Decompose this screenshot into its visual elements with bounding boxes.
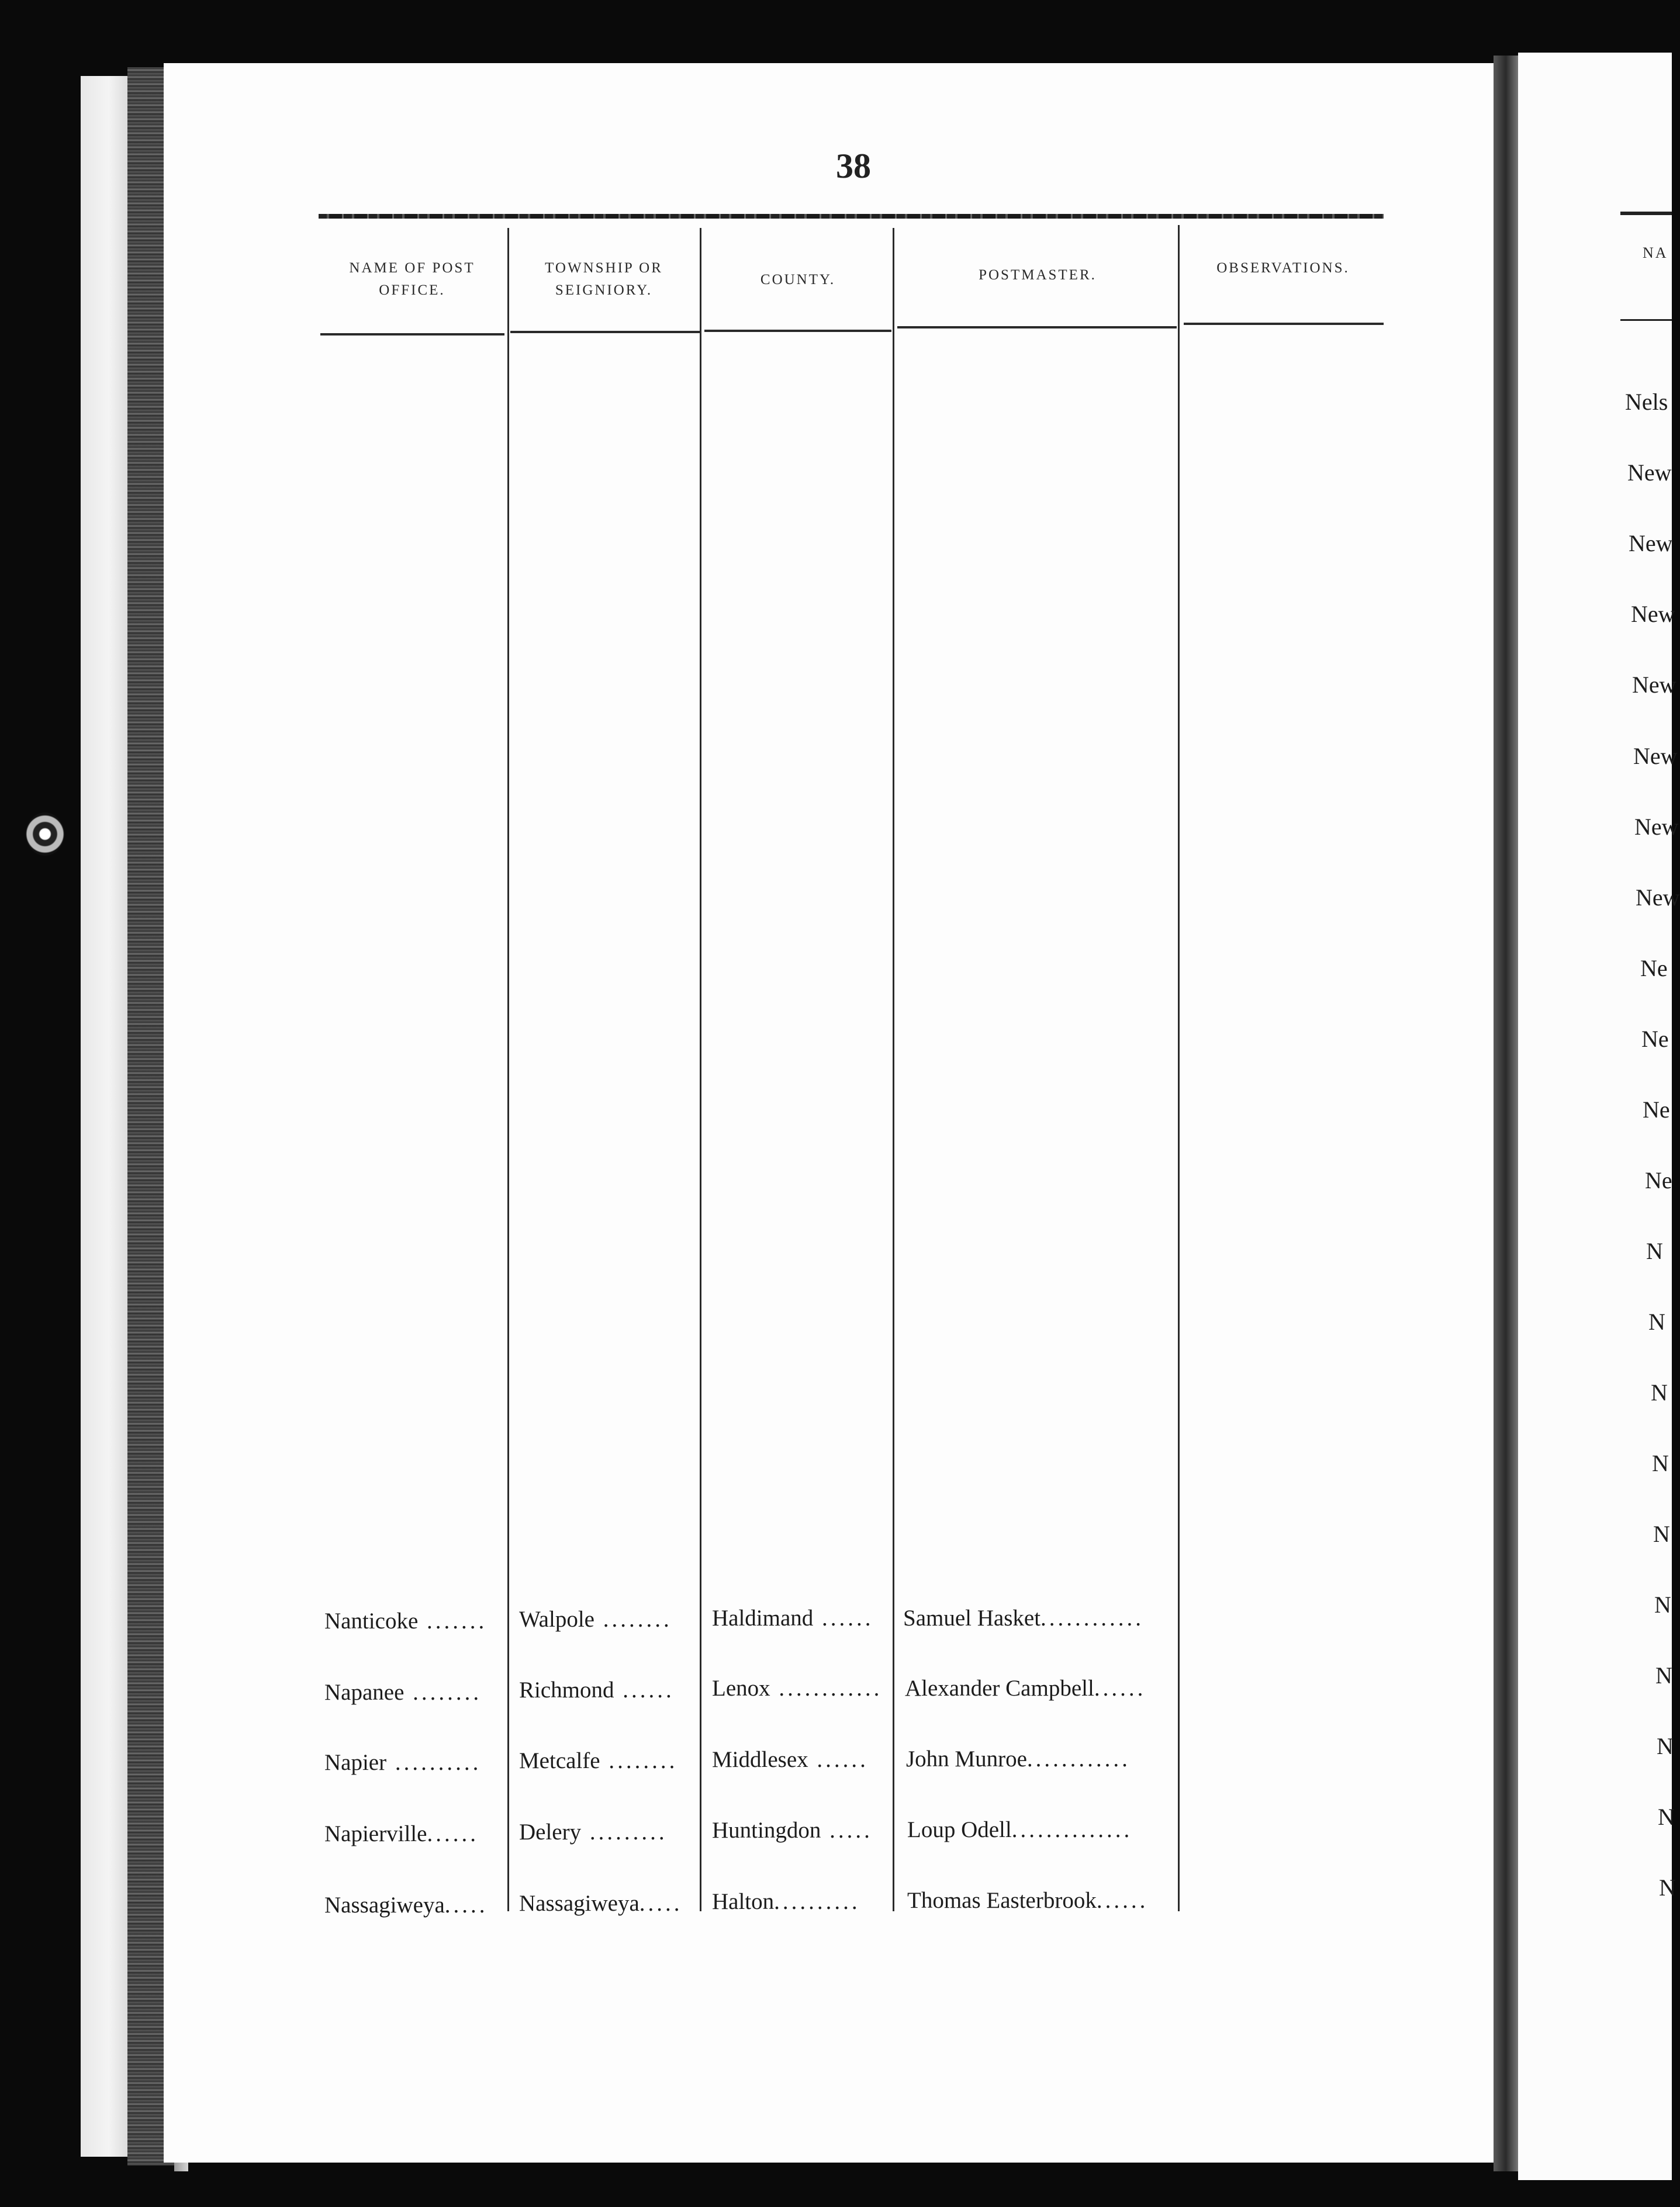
header-township: TOWNSHIP OR SEIGNIORY. xyxy=(545,260,663,298)
header-rule-observations xyxy=(1184,323,1384,325)
cell-county: Halton.......... xyxy=(712,1889,860,1914)
facing-page-entry: N xyxy=(1657,1733,1674,1759)
cell-township: Delery ......... xyxy=(519,1819,668,1845)
facing-page-entry: New xyxy=(1633,743,1678,769)
facing-page-entry: Nels xyxy=(1625,389,1668,415)
scan-artifact-icon xyxy=(26,812,64,856)
facing-page-entry: New xyxy=(1627,459,1672,486)
facing-page-entry: N xyxy=(1646,1238,1663,1264)
cell-county: Middlesex ...... xyxy=(712,1747,869,1772)
cell-county: Haldimand ...... xyxy=(712,1606,874,1631)
facing-page-entry: New xyxy=(1636,884,1680,911)
cell-post-office: Napier .......... xyxy=(324,1750,482,1775)
page-number: 38 xyxy=(836,147,871,185)
facing-page-entry: Ne xyxy=(1641,1026,1669,1052)
cell-postmaster: Thomas Easterbrook...... xyxy=(907,1888,1149,1913)
facing-page-top-rule xyxy=(1620,212,1672,215)
cell-postmaster: Samuel Hasket............ xyxy=(903,1606,1145,1631)
cell-postmaster: Alexander Campbell...... xyxy=(905,1676,1146,1701)
header-rule-post-office xyxy=(320,333,504,335)
facing-page-entry: New xyxy=(1632,672,1676,698)
facing-page-entry: N xyxy=(1655,1662,1672,1689)
top-double-rule xyxy=(319,214,1384,219)
facing-page-entry: N xyxy=(1654,1592,1671,1618)
cell-township: Walpole ........ xyxy=(519,1607,672,1632)
book-edge-left xyxy=(81,76,127,2157)
header-rule-county xyxy=(704,330,891,332)
facing-page-entry: N xyxy=(1652,1450,1669,1476)
cell-post-office: Napierville...... xyxy=(324,1821,479,1846)
facing-page-entry: N xyxy=(1658,1804,1675,1830)
header-observations: OBSERVATIONS. xyxy=(1216,260,1350,276)
column-divider xyxy=(700,228,701,1911)
cell-postmaster: Loup Odell.............. xyxy=(907,1817,1133,1842)
header-rule-postmaster xyxy=(897,326,1177,328)
cell-post-office: Nanticoke ....... xyxy=(324,1608,488,1634)
facing-page-header-rule xyxy=(1620,319,1672,321)
header-county: COUNTY. xyxy=(760,272,836,288)
facing-page-entry: N xyxy=(1651,1379,1668,1406)
facing-page-entry: Ne xyxy=(1645,1167,1672,1194)
cell-postmaster: John Munroe............ xyxy=(906,1746,1131,1772)
facing-page-entry: New xyxy=(1634,814,1679,840)
cell-post-office: Nassagiweya..... xyxy=(324,1893,488,1918)
facing-page-entry: N xyxy=(1648,1309,1665,1335)
facing-page-entry: New xyxy=(1631,601,1675,627)
column-divider xyxy=(507,228,509,1911)
column-divider xyxy=(893,228,894,1911)
cell-township: Richmond ...... xyxy=(519,1677,675,1703)
cell-post-office: Napanee ........ xyxy=(324,1680,482,1705)
cell-township: Nassagiweya..... xyxy=(519,1891,683,1916)
cell-county: Lenox ............ xyxy=(712,1676,883,1701)
facing-page-entry: Ne xyxy=(1640,955,1668,981)
facing-page-entry: New xyxy=(1629,530,1673,556)
book-gutter xyxy=(1494,56,1518,2171)
header-postmaster: POSTMASTER. xyxy=(979,267,1097,283)
facing-page-entry: N xyxy=(1659,1874,1676,1901)
header-rule-township xyxy=(510,331,700,333)
column-divider xyxy=(1178,225,1180,1911)
cell-county: Huntingdon ..... xyxy=(712,1818,873,1843)
cell-township: Metcalfe ........ xyxy=(519,1748,678,1773)
header-post-office: NAME OF POST OFFICE. xyxy=(349,260,475,298)
facing-page-entry: N xyxy=(1653,1521,1670,1547)
facing-page-entry: Ne xyxy=(1643,1096,1670,1123)
facing-page-header-fragment: NA xyxy=(1643,244,1668,261)
